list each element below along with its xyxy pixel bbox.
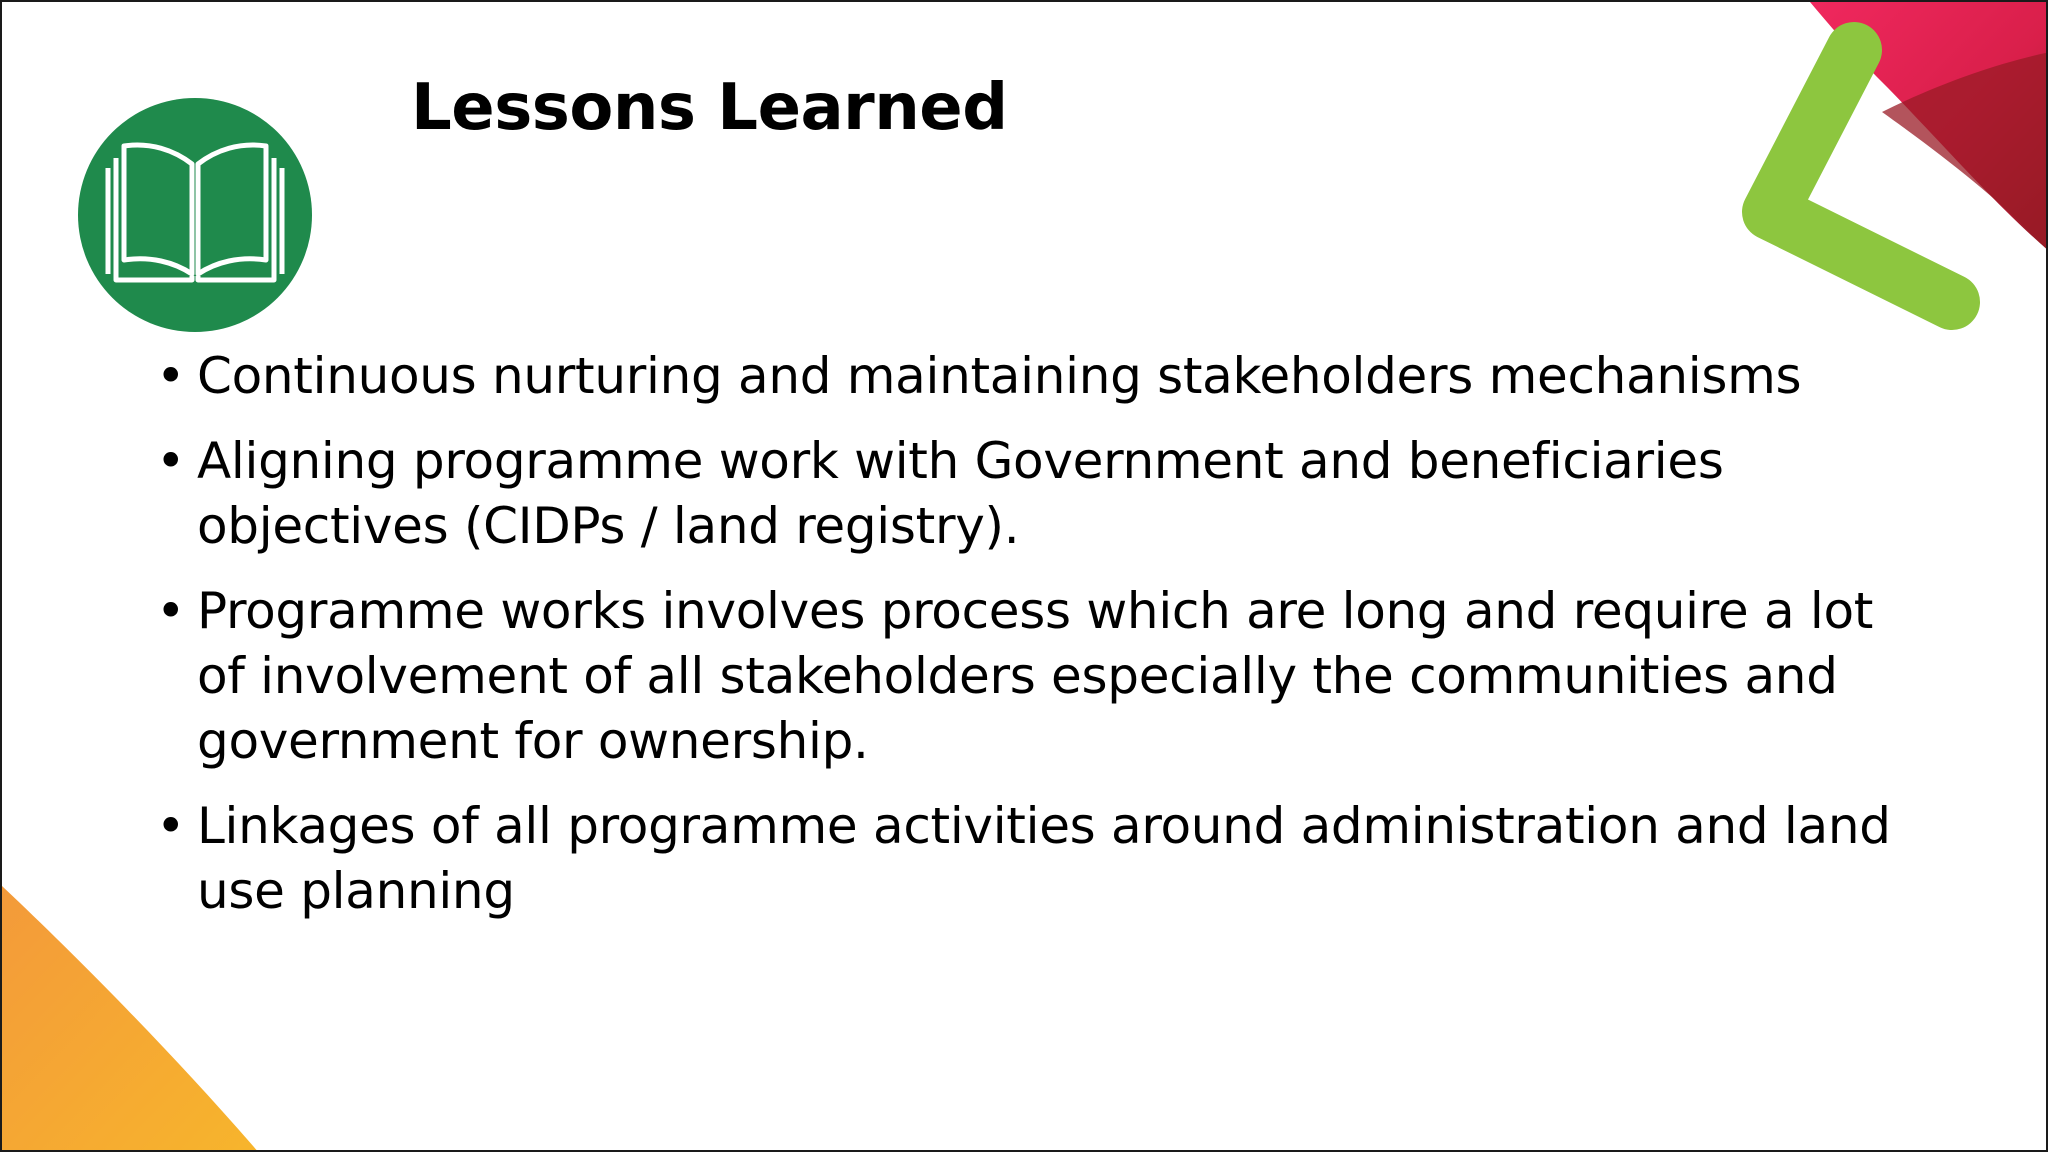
list-item: [152, 579, 1912, 774]
bullet-text: Continuous nurturing and maintaining stakeholders mechanisms: [197, 347, 1802, 405]
bullet-text: Linkages of all programme activities around administration and land use planning: [197, 797, 1891, 920]
bullet-text: Aligning programme work with Government and beneficiaries objectives (CIDPs / land registry).: [197, 432, 1724, 555]
bullet-glyph: •: [156, 432, 186, 490]
bullet-glyph: •: [156, 582, 186, 640]
bullet-list: [152, 344, 1912, 944]
bullet-glyph: •: [156, 347, 186, 405]
list-item: [152, 344, 1912, 409]
bullet-text: Programme works involves process which are long and require a lot of involvement of all stakeholders especially the communities and government for ownership.: [197, 582, 1874, 770]
list-item: [152, 429, 1912, 559]
open-book-icon: [78, 98, 312, 332]
bullet-glyph: •: [156, 797, 186, 855]
slide-title: Lessons Learned: [411, 71, 1008, 145]
list-item: [152, 794, 1912, 924]
